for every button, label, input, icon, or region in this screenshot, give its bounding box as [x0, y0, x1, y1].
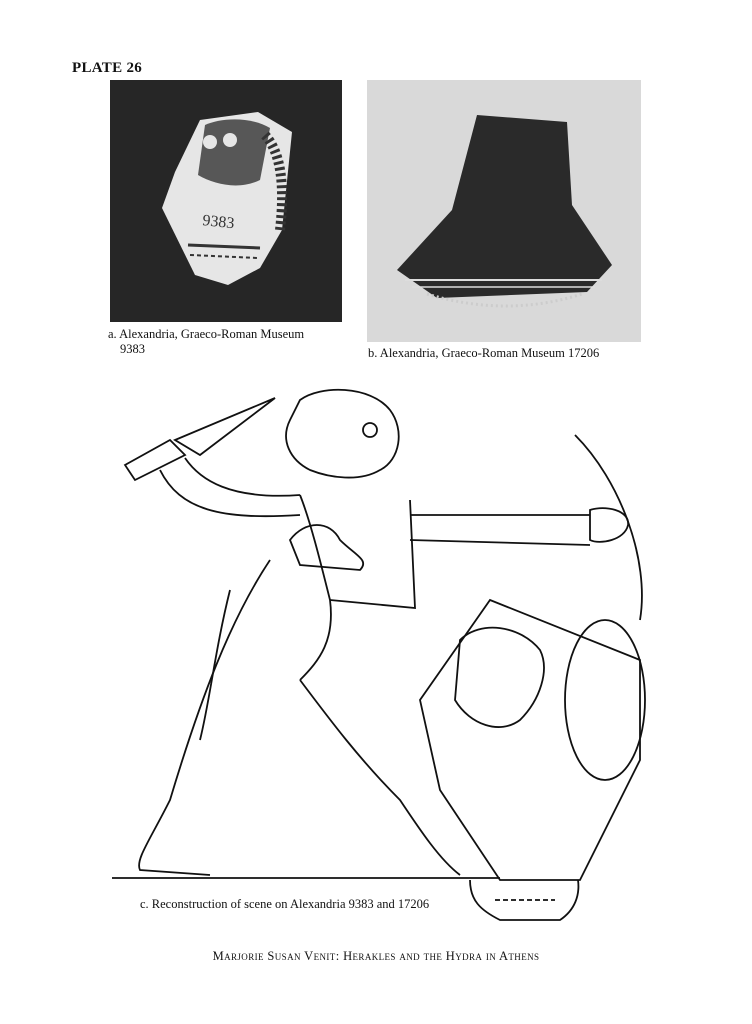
caption-a-line1: a. Alexandria, Graeco-Roman Museum	[108, 327, 305, 341]
caption-c: c. Reconstruction of scene on Alexandria 9383 and 17206	[140, 897, 430, 911]
hand	[590, 508, 628, 542]
shield	[565, 620, 645, 780]
leg-front	[300, 680, 460, 875]
bow	[575, 435, 642, 620]
running-footer: Marjorie Susan Venit: Herakles and the Hydra in Athens	[212, 949, 540, 963]
sword-hilt	[125, 440, 185, 480]
inscription-9383: 9383	[201, 212, 236, 233]
sword-blade	[175, 398, 275, 455]
herakles-head	[286, 390, 399, 478]
plate-label: PLATE 26	[72, 60, 143, 76]
sherd-foot	[470, 880, 578, 920]
lion-head	[455, 628, 544, 727]
lion-skin-paws	[290, 525, 363, 570]
sherd-outline	[420, 600, 640, 880]
caption-b: b. Alexandria, Graeco-Roman Museum 17206	[368, 346, 600, 360]
caption-a-line2: 9383	[120, 342, 145, 356]
eye-icon	[363, 423, 377, 437]
